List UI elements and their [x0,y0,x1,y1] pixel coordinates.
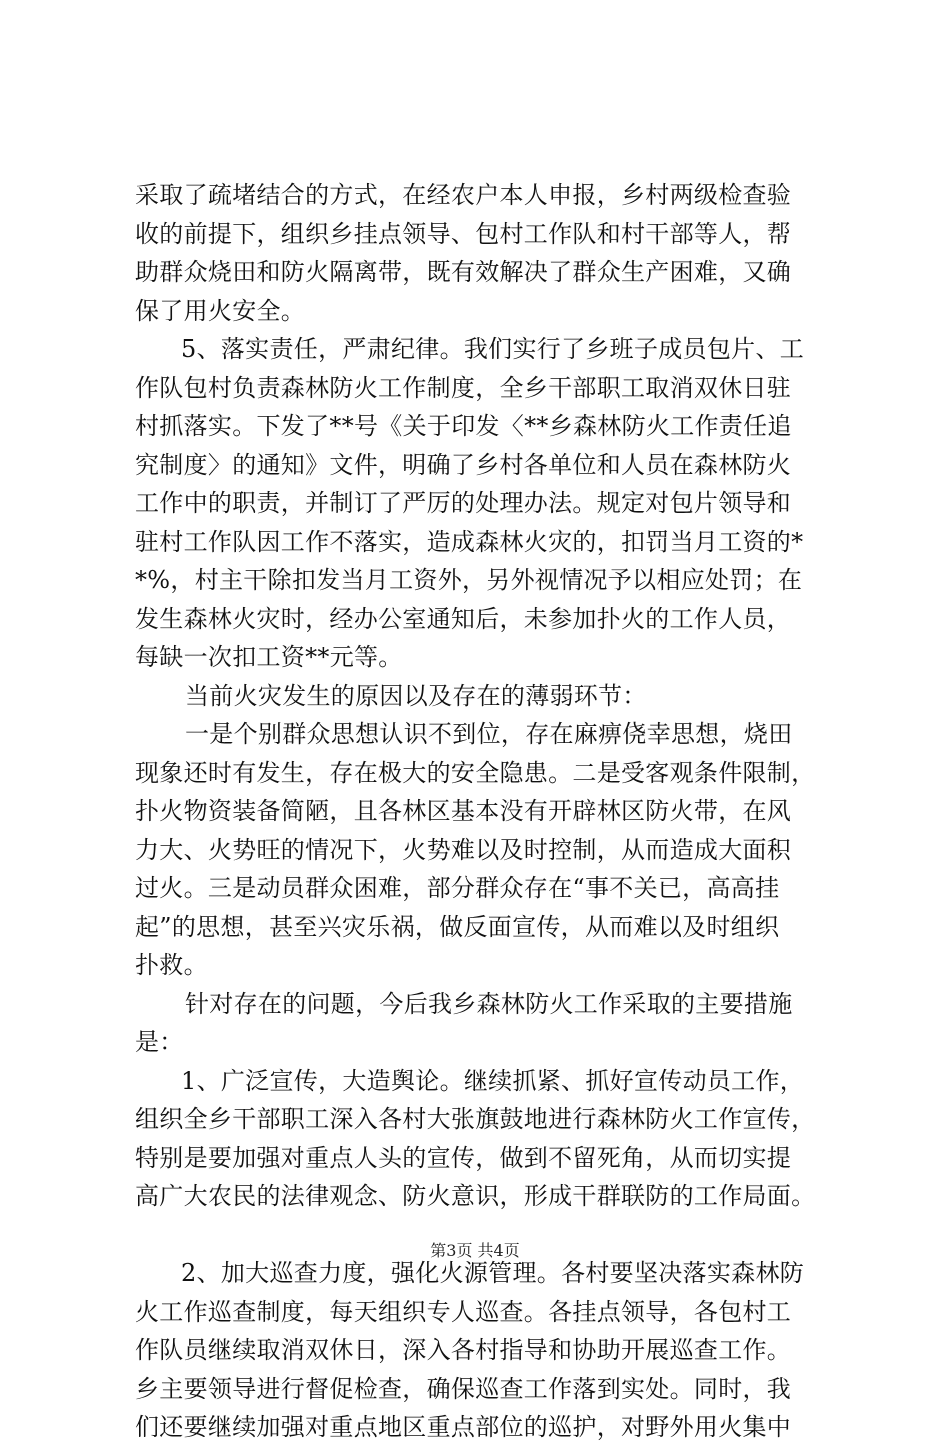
text-line: 作队包村负责森林防火工作制度，全乡干部职工取消双休日驻 [135,373,792,402]
page-footer: 第3页 共4页 [430,1241,520,1260]
text-line: 针对存在的问题，今后我乡森林防火工作采取的主要措施 [185,989,793,1018]
text-line: 工作中的职责，并制订了严厉的处理办法。规定对包片领导和 [135,489,792,517]
text-line: 火工作巡查制度，每天组织专人巡查。各挂点领导，各包村工 [135,1297,792,1326]
text-line: 高广大农民的法律观念、防火意识，形成干群联防的工作局面。 [135,1182,816,1210]
text-line: 特别是要加强对重点人头的宣传，做到不留死角，从而切实提 [135,1143,792,1172]
text-line: 过火。三是动员群众困难，部分群众存在“事不关已，高高挂 [135,874,780,902]
text-line: 发生森林火灾时，经办公室通知后，未参加扑火的工作人员， [135,604,792,633]
text-line: 扑救。 [135,951,208,979]
text-line: 组织全乡干部职工深入各村大张旗鼓地进行森林防火工作宣传， [135,1105,816,1133]
text-line: 助群众烧田和防火隔离带，既有效解决了群众生产困难，又确 [135,258,792,286]
text-line: 扑火物资装备简陋，且各林区基本没有开辟林区防火带，在风 [135,797,792,825]
text-line: 保了用火安全。 [135,296,306,325]
section-heading: 当前火灾发生的原因以及存在的薄弱环节： [185,681,647,710]
text-line: 采取了疏堵结合的方式，在经农户本人申报，乡村两级检查验 [135,181,792,209]
text-line: 村抓落实。下发了**号《关于印发〈**乡森林防火工作责任追 [135,412,792,440]
text-line: 5、落实责任，严肃纪律。我们实行了乡班子成员包片、工 [181,335,805,363]
text-line: *%，村主干除扣发当月工资外，另外视情况予以相应处罚；在 [135,566,803,594]
text-line: 起”的思想，甚至兴灾乐祸，做反面宣传，从而难以及时组织 [135,912,780,941]
text-line: 驻村工作队因工作不落实，造成森林火灾的，扣罚当月工资的* [135,527,804,556]
text-line: 乡主要领导进行督促检查，确保巡查工作落到实处。同时，我 [135,1374,792,1403]
text-line: 1、广泛宣传，大造舆论。继续抓紧、抓好宣传动员工作， [181,1066,805,1095]
text-line: 究制度〉的通知》文件，明确了乡村各单位和人员在森林防火 [135,450,792,479]
text-line: 是： [135,1028,184,1056]
text-line: 作队员继续取消双休日，深入各村指导和协助开展巡查工作。 [135,1336,792,1364]
text-line: 们还要继续加强对重点地区重点部位的巡护，对野外用火集中 [135,1413,792,1441]
text-line: 一是个别群众思想认识不到位，存在麻痹侥幸思想，烧田 [185,720,793,748]
text-line: 收的前提下，组织乡挂点领导、包村工作队和村干部等人，帮 [135,219,792,248]
text-line: 2、加大巡查力度，强化火源管理。各村要坚决落实森林防 [181,1259,805,1287]
text-line: 现象还时有发生，存在极大的安全隐患。二是受客观条件限制， [135,758,816,787]
text-line: 力大、火势旺的情况下，火势难以及时控制，从而造成大面积 [135,835,792,864]
text-line: 每缺一次扣工资**元等。 [135,643,403,671]
